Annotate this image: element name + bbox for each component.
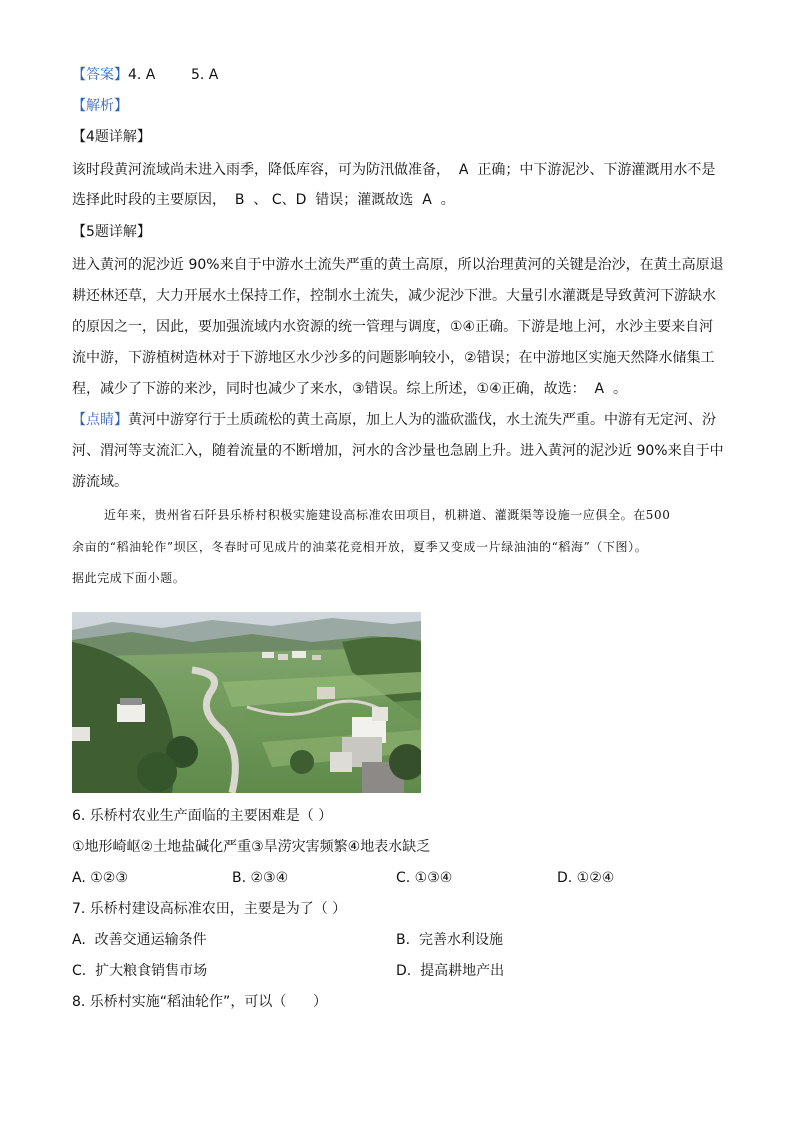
q6-option-d[interactable]: D. ①②④ (557, 870, 615, 886)
answer-text: 4. A 5. A (128, 67, 219, 83)
q6-option-c[interactable]: C. ①③④ (396, 870, 453, 886)
village-aerial-photo (72, 612, 421, 793)
q4-text-line: 选择此时段的主要原因， B 、 C、D 错误；灌溉故选 A 。 (72, 192, 455, 208)
passage-line: 据此完成下面小题。 (72, 571, 186, 585)
q4-text-line: 该时段黄河流域尚未进入雨季，降低库容，可为防汛做准备， A 正确；中下游泥沙、下游灌溉用水不是 (72, 162, 716, 178)
comment-text-line: 游流域。 (72, 474, 128, 490)
q7-stem: 7. 乐桥村建设高标准农田，主要是为了（ ） (72, 901, 347, 917)
q4-heading: 【4题详解】 (72, 129, 151, 145)
passage-line: 余亩的“稻油轮作”坝区，冬春时可见成片的油菜花竞相开放，夏季又变成一片绿油油的“稻海”（下图）。 (72, 540, 648, 554)
q7-option-b[interactable]: B. 完善水利设施 (396, 932, 503, 948)
q6-statements: ①地形崎岖②土地盐碱化严重③旱涝灾害频繁④地表水缺乏 (72, 839, 431, 855)
answer-label: 【答案】 (72, 67, 128, 83)
q5-text-line: 流中游，下游植树造林对于下游地区水少沙多的问题影响较小，②错误；在中游地区实施天然降水储集工 (72, 350, 715, 366)
analysis-label: 【解析】 (72, 98, 128, 114)
comment-label: 【点睛】 (72, 412, 128, 428)
q5-text-line: 的原因之一，因此，要加强流域内水资源的统一管理与调度，①④正确。下游是地上河，水沙主要来自河 (72, 319, 714, 335)
comment-text-line: 河、渭河等支流汇入，随着流量的不断增加，河水的含沙量也急剧上升。进入黄河的泥沙近 90%来自于中 (72, 443, 724, 459)
q6-stem: 6. 乐桥村农业生产面临的主要困难是（ ） (72, 808, 333, 824)
q6-option-b[interactable]: B. ②③④ (232, 870, 289, 886)
q6-option-a[interactable]: A. ①②③ (72, 870, 128, 886)
q7-option-d[interactable]: D. 提高耕地产出 (396, 963, 505, 979)
q5-text-line: 进入黄河的泥沙近 90%来自于中游水土流失严重的黄土高原，所以治理黄河的关键是治沙，在黄土高原退 (72, 257, 724, 273)
q7-option-a[interactable]: A. 改善交通运输条件 (72, 932, 207, 948)
comment-line (72, 410, 716, 430)
comment-text: 黄河中游穿行于土质疏松的黄土高原，加上人为的滥砍滥伐，水土流失严重。中游有无定河、汾 (128, 412, 716, 428)
q7-option-c[interactable]: C. 扩大粮食销售市场 (72, 963, 208, 979)
passage-line: 近年来，贵州省石阡县乐桥村积极实施建设高标准农田项目，机耕道、灌溉渠等设施一应俱全。在500 (104, 508, 671, 522)
answer-line (72, 65, 218, 85)
q5-heading: 【5题详解】 (72, 224, 151, 240)
q5-text-line: 耕还林还草，大力开展水土保持工作，控制水土流失，减少泥沙下泄。大量引水灌溉是导致黄河下游缺水 (72, 288, 716, 304)
q5-text-line: 程，减少了下游的来沙，同时也减少了来水，③错误。综上所述，①④正确，故选： A 。 (72, 381, 628, 397)
q8-stem: 8. 乐桥村实施“稻油轮作”，可以（ ） (72, 994, 328, 1010)
